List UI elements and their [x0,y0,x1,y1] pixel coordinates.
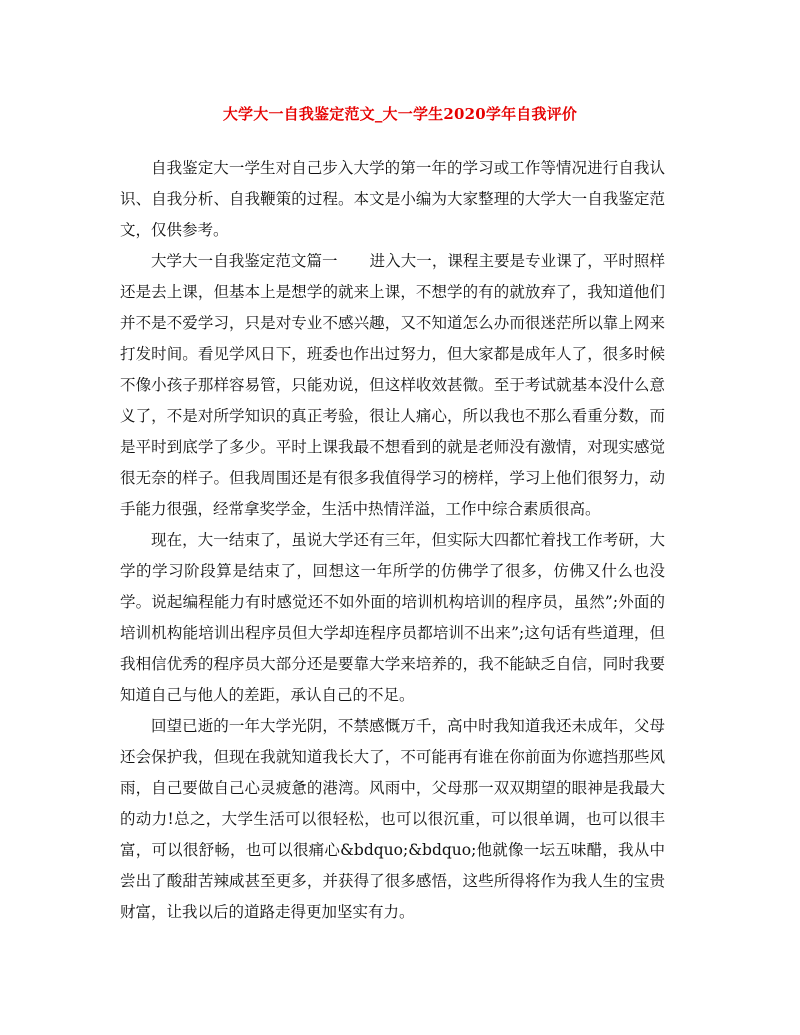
paragraph-section-one [120,246,665,525]
paragraph-reflection: 现在，大一结束了，虽说大学还有三年，但实际大四都忙着找工作考研，大学的学习阶段算是结束了，回想这一年所学的仿佛学了很多，仿佛又什么也没学。说起编程能力有时感觉还不如外面的培训机构培训的程序员，虽然”;外面的培训机构能培训出程序员但大学却连程序员都培训不出来”;这句话有些道理，但我相信优秀的程序员大部分还是要靠大学来培养的，我不能缺乏自信，同时我要知道自己与他人的差距，承认自己的不足。 [120,531,665,704]
section-one-text: 进入大一，课程主要是专业课了，平时照样还是去上课，但基本上是想学的就来上课，不想学的有的就放弃了，我知道他们并不是不爱学习，只是对专业不感兴趣，又不知道怎么办而很迷茫所以靠上网来打发时间。看见学风日下，班委也作出过努力，但大家都是成年人了，很多时候不像小孩子那样容易管，只能劝说，但这样收效甚微。至于考试就基本没什么意义了，不是对所学知识的真正考验，很让人痛心，所以我也不那么看重分数，而是平时到底学了多少。平时上课我最不想看到的就是老师没有激情，对现实感觉很无奈的样子。但我周围还是有很多我值得学习的榜样，学习上他们很努力，动手能力很强，经常拿奖学金，生活中热情洋溢，工作中综合素质很高。 [120,252,665,518]
document-body [120,153,665,928]
document-title: 大学大一自我鉴定范文_大一学生2020学年自我评价 [222,105,578,123]
paragraph-intro: 自我鉴定大一学生对自己步入大学的第一年的学习或工作等情况进行自我认识、自我分析、自我鞭策的过程。本文是小编为大家整理的大学大一自我鉴定范文，仅供参考。 [120,159,665,239]
section-heading: 大学大一自我鉴定范文篇一 [151,252,338,270]
paragraph-conclusion: 回望已逝的一年大学光阴，不禁感慨万千，高中时我知道我还未成年，父母还会保护我，但现在我就知道我长大了，不可能再有谁在你前面为你遮挡那些风雨，自己要做自己心灵疲惫的港湾。风雨中，父母那一双双期望的眼神是我最大的动力!总之，大学生活可以很轻松，也可以很沉重，可以很单调，也可以很丰富，可以很舒畅，也可以很痛心&bdquo;&bdquo;他就像一坛五味醋，我从中尝出了酸甜苦辣咸甚至更多，并获得了很多感悟，这些所得将作为我人生的宝贵财富，让我以后的道路走得更加坚实有力。 [120,717,665,921]
